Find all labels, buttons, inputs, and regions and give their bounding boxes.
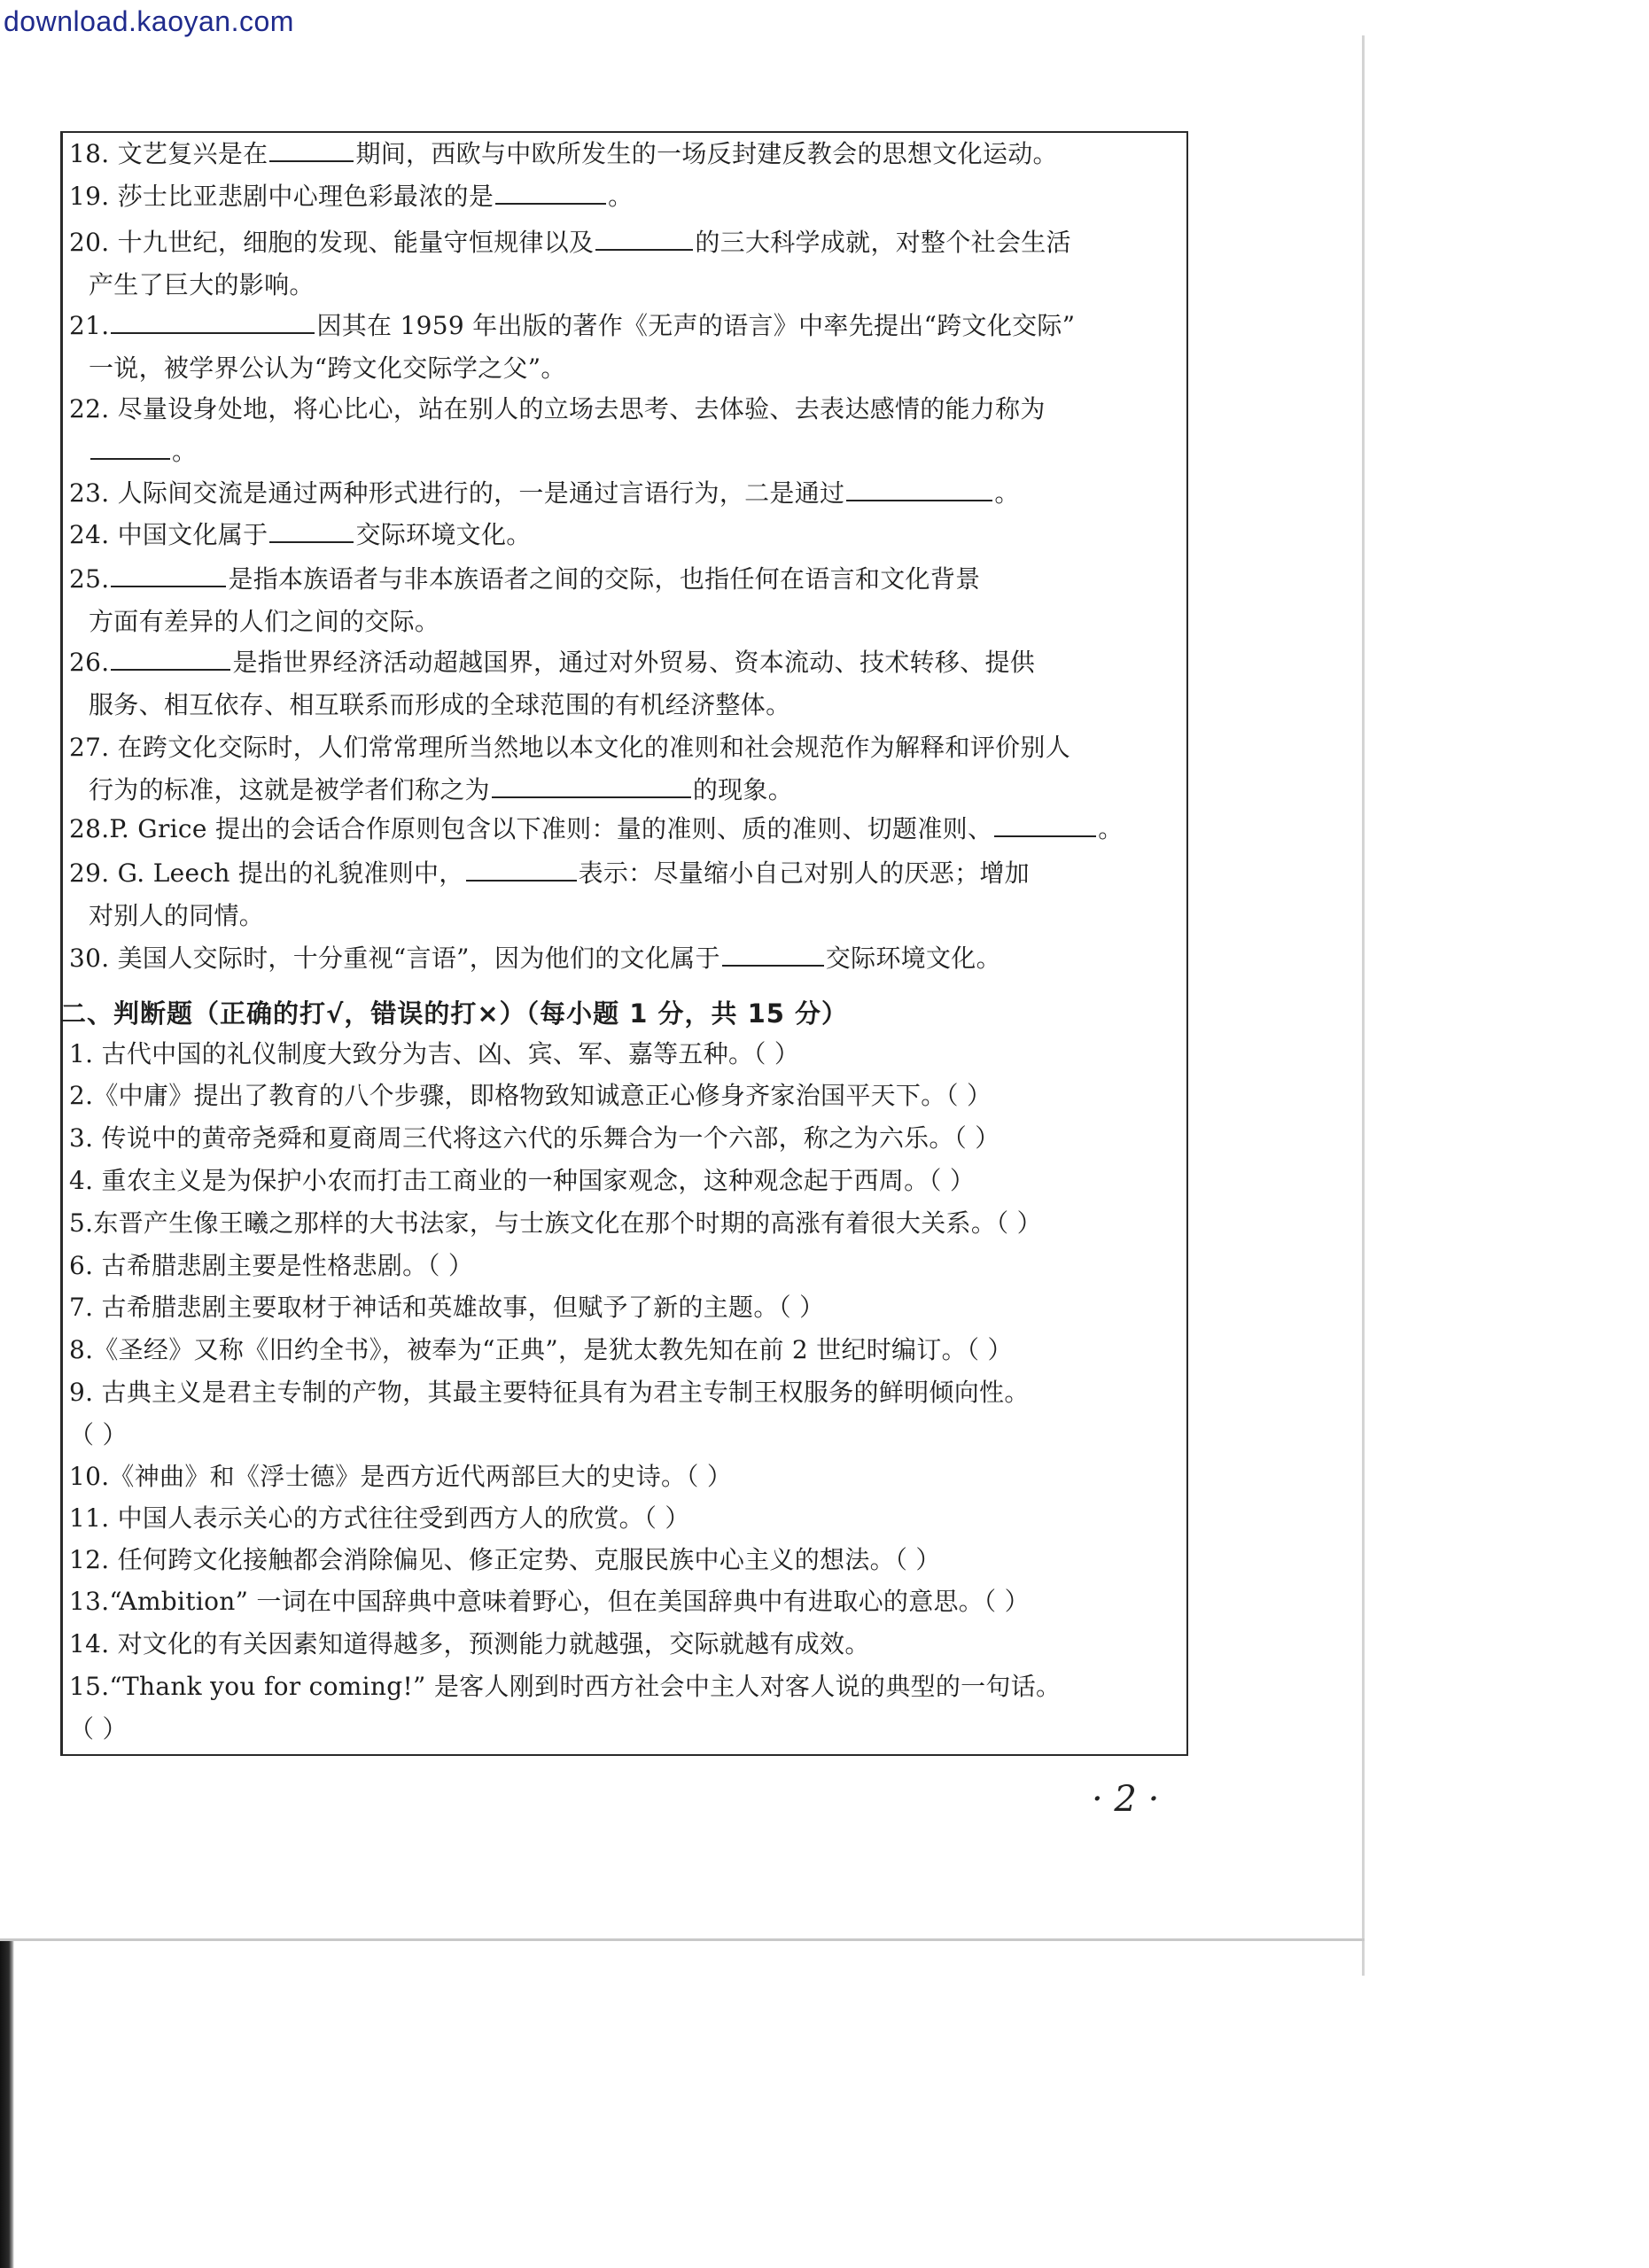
text-segment: 27. 在跨文化交际时，人们常常理所当然地以本文化的准则和社会规范作为解释和评价别人 (69, 733, 1071, 762)
fill-question-q25 (69, 558, 1194, 643)
judge-question-j14 (69, 1623, 1194, 1666)
judge-question-j6 (69, 1245, 1194, 1287)
judge-question-j3 (69, 1117, 1194, 1160)
question-text (69, 175, 1194, 218)
section-title-judgement: 二、判断题（正确的打√，错误的打×）（每小题 1 分，共 15 分） (60, 998, 849, 1029)
question-text (69, 1033, 1194, 1076)
question-text (69, 1539, 1194, 1581)
judge-question-j2 (69, 1075, 1194, 1117)
fill-question-q21 (69, 305, 1194, 390)
question-text (69, 1666, 1194, 1708)
sheet-edge-bottom (0, 1938, 1365, 1941)
text-segment: 的三大科学成就，对整个社会生活 (695, 228, 1071, 257)
text-segment: 1. 古代中国的礼仪制度大致分为吉、凶、宾、军、嘉等五种。（ ） (69, 1039, 800, 1068)
text-segment: 交际环境文化。 (825, 944, 1001, 973)
text-segment: 28.P. Grice 提出的会话合作原则包含以下准则：量的准则、质的准则、切题准则、 (69, 814, 993, 843)
text-segment: 期间，西欧与中欧所发生的一场反封建反教会的思想文化运动。 (355, 139, 1058, 168)
text-segment: 因其在 1959 年出版的著作《无声的语言》中率先提出“跨文化交际” (316, 311, 1076, 340)
text-segment: 18. 文艺复兴是在 (69, 139, 268, 168)
question-text (69, 133, 1194, 175)
text-segment: 10.《神曲》和《浮士德》是西方近代两部巨大的史诗。（ ） (69, 1462, 733, 1491)
question-text (69, 305, 1194, 347)
fill-question-q23 (69, 472, 1194, 515)
fill-question-q19 (69, 175, 1194, 218)
text-segment: 4. 重农主义是为保护小农而打击工商业的一种国家观念，这种观念起于西周。（ ） (69, 1166, 976, 1195)
fill-question-q28 (69, 808, 1194, 850)
answer-blank[interactable] (495, 180, 606, 205)
answer-blank[interactable] (722, 942, 824, 967)
fill-question-q18 (69, 133, 1194, 175)
text-segment: 一说，被学界公认为“跨文化交际学之父”。 (89, 353, 566, 383)
text-segment: （ ） (69, 1420, 128, 1449)
fill-question-q24 (69, 514, 1194, 556)
text-segment: 22. 尽量设身处地，将心比心，站在别人的立场去思考、去体验、去表达感情的能力称为 (69, 394, 1046, 423)
answer-blank[interactable] (111, 309, 315, 334)
question-text (69, 1497, 1194, 1540)
text-segment: 产生了巨大的影响。 (89, 270, 315, 299)
question-text (69, 726, 1194, 769)
question-text-continued (69, 1414, 1194, 1456)
text-segment: 是指世界经济活动超越国界，通过对外贸易、资本流动、技术转移、提供 (232, 648, 1036, 677)
sheet-edge-right (1362, 35, 1365, 1976)
question-text (69, 641, 1194, 684)
question-text (69, 1456, 1194, 1498)
answer-blank[interactable] (492, 773, 691, 798)
text-segment: 。 (1098, 814, 1124, 843)
question-text (69, 1075, 1194, 1117)
question-text-continued (69, 769, 1194, 812)
text-segment: 。 (608, 182, 634, 211)
text-segment: 23. 人际间交流是通过两种形式进行的，一是通过言语行为，二是通过 (69, 478, 845, 508)
question-text (69, 221, 1194, 264)
question-text (69, 852, 1194, 895)
question-text (69, 1623, 1194, 1666)
judge-question-j11 (69, 1497, 1194, 1540)
text-segment: 服务、相互依存、相互联系而形成的全球范围的有机经济整体。 (89, 690, 791, 719)
scan-shadow-strip (0, 1941, 14, 2268)
question-text (69, 1117, 1194, 1160)
fill-question-q26 (69, 641, 1194, 726)
judge-question-j4 (69, 1160, 1194, 1202)
text-segment: 14. 对文化的有关因素知道得越多，预测能力就越强，交际就越有成效。 (69, 1629, 870, 1658)
question-text (69, 1245, 1194, 1287)
judge-question-j10 (69, 1456, 1194, 1498)
judge-question-j13 (69, 1581, 1194, 1623)
text-segment: 交际环境文化。 (355, 520, 532, 549)
text-segment: 30. 美国人交际时，十分重视“言语”，因为他们的文化属于 (69, 944, 720, 973)
text-segment: 的现象。 (692, 775, 794, 804)
text-segment: （ ） (69, 1714, 128, 1744)
judge-question-j15 (69, 1666, 1194, 1751)
question-text-continued (69, 684, 1194, 726)
text-segment: 29. G. Leech 提出的礼貌准则中， (69, 858, 464, 888)
text-segment: 11. 中国人表示关心的方式往往受到西方人的欣赏。（ ） (69, 1503, 690, 1533)
question-text-continued (69, 431, 1194, 473)
text-segment: 8.《圣经》又称《旧约全书》，被奉为“正典”，是犹太教先知在前 2 世纪时编订。（ ） (69, 1335, 1013, 1364)
text-segment: 24. 中国文化属于 (69, 520, 268, 549)
question-text (69, 1286, 1194, 1329)
text-segment: 行为的标准，这就是被学者们称之为 (89, 775, 490, 804)
text-segment: 3. 传说中的黄帝尧舜和夏商周三代将这六代的乐舞合为一个六部，称之为六乐。（ ） (69, 1123, 1000, 1153)
judge-question-j9 (69, 1371, 1194, 1456)
text-segment: 2.《中庸》提出了教育的八个步骤，即格物致知诚意正心修身齐家治国平天下。（ ） (69, 1081, 992, 1110)
judge-question-j5 (69, 1202, 1194, 1245)
judge-question-j1 (69, 1033, 1194, 1076)
answer-blank[interactable] (111, 646, 230, 671)
text-segment: 9. 古典主义是君主专制的产物，其最主要特征具有为君主专制王权服务的鲜明倾向性。 (69, 1378, 1030, 1407)
text-segment: 26. (69, 648, 110, 677)
question-text (69, 1202, 1194, 1245)
answer-blank[interactable] (90, 435, 170, 460)
text-segment: 6. 古希腊悲剧主要是性格悲剧。（ ） (69, 1251, 474, 1280)
answer-blank[interactable] (595, 226, 693, 251)
question-text (69, 1581, 1194, 1623)
text-segment: 21. (69, 311, 110, 340)
watermark-url: download.kaoyan.com (4, 5, 294, 37)
fill-question-q20 (69, 221, 1194, 307)
answer-blank[interactable] (269, 518, 354, 543)
answer-blank[interactable] (269, 137, 354, 162)
text-segment: 方面有差异的人们之间的交际。 (89, 607, 440, 636)
text-segment: 5.东晋产生像王曦之那样的大书法家，与士族文化在那个时期的高涨有着很大关系。（ ） (69, 1208, 1042, 1238)
judge-question-j7 (69, 1286, 1194, 1329)
fill-question-q30 (69, 937, 1194, 980)
text-segment: 是指本族语者与非本族语者之间的交际，也指任何在语言和文化背景 (228, 564, 981, 594)
question-text (69, 1329, 1194, 1371)
judge-question-j12 (69, 1539, 1194, 1581)
question-text-continued (69, 1708, 1194, 1751)
text-segment: 20. 十九世纪，细胞的发现、能量守恒规律以及 (69, 228, 595, 257)
text-segment: 25. (69, 564, 110, 594)
question-text (69, 808, 1194, 850)
text-segment: 7. 古希腊悲剧主要取材于神话和英雄故事，但赋予了新的主题。（ ） (69, 1293, 825, 1322)
text-segment: 表示：尽量缩小自己对别人的厌恶；增加 (578, 858, 1030, 888)
text-segment: 15.“Thank you for coming!” 是客人刚到时西方社会中主人对客人说的典型的一句话。 (69, 1672, 1062, 1701)
text-segment: 13.“Ambition” 一词在中国辞典中意味着野心，但在美国辞典中有进取心的意思。（ ） (69, 1587, 1030, 1616)
answer-blank[interactable] (466, 857, 577, 882)
question-text-continued (69, 347, 1194, 390)
page-number: · 2 · (1092, 1779, 1160, 1820)
judge-question-j8 (69, 1329, 1194, 1371)
question-text-continued (69, 895, 1194, 937)
answer-blank[interactable] (846, 477, 992, 501)
answer-blank[interactable] (994, 812, 1096, 837)
question-text (69, 1371, 1194, 1414)
fill-question-q22 (69, 388, 1194, 473)
question-text (69, 1160, 1194, 1202)
question-text (69, 388, 1194, 431)
fill-question-q29 (69, 852, 1194, 937)
text-segment: 。 (172, 437, 198, 466)
text-segment: 12. 任何跨文化接触都会消除偏见、修正定势、克服民族中心主义的想法。（ ） (69, 1545, 941, 1574)
text-segment: 19. 莎士比亚悲剧中心理色彩最浓的是 (69, 182, 494, 211)
text-segment: 对别人的同情。 (89, 901, 265, 930)
fill-question-q27 (69, 726, 1194, 812)
question-text (69, 472, 1194, 515)
answer-blank[interactable] (111, 563, 226, 587)
question-text (69, 558, 1194, 601)
question-text-continued (69, 264, 1194, 307)
question-text (69, 937, 1194, 980)
text-segment: 。 (994, 478, 1020, 508)
question-text (69, 514, 1194, 556)
question-text-continued (69, 601, 1194, 643)
